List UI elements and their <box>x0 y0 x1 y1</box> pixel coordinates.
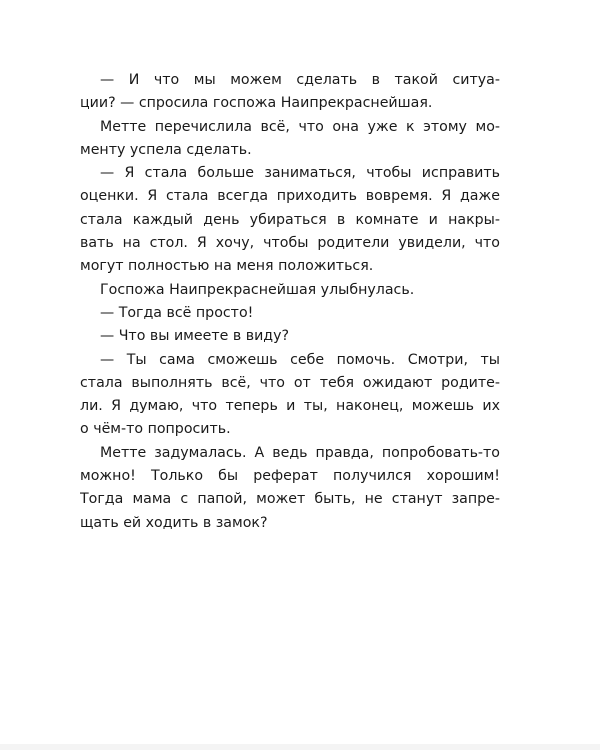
text-line: Тогда мама с папой, может быть, не станут запре- <box>80 491 500 508</box>
text-line: стала выполнять всё, что от тебя ожидают родите- <box>80 374 500 391</box>
text-line: вать на стол. Я хочу, чтобы родители увидели, что <box>80 235 500 252</box>
text-line: менту успела сделать. <box>80 141 252 158</box>
text-line: оценки. Я стала всегда приходить вовремя. Я даже <box>80 188 500 205</box>
text-line: ции? — спросила госпожа Наипрекраснейшая. <box>80 95 433 112</box>
text-line: могут полностью на меня положиться. <box>80 258 374 275</box>
text-line: — Я стала больше заниматься, чтобы исправить <box>100 165 500 182</box>
text-line: — Тогда всё просто! <box>100 304 254 321</box>
text-line: — Что вы имеете в виду? <box>100 328 290 345</box>
body-text <box>80 69 500 535</box>
text-line: Метте задумалась. А ведь правда, попробовать-то <box>100 444 500 461</box>
text-line: щать ей ходить в замок? <box>80 514 268 531</box>
text-line: о чём-то попросить. <box>80 421 231 438</box>
text-line: Госпожа Наипрекраснейшая улыбнулась. <box>100 281 415 298</box>
text-line: — Ты сама сможешь себе помочь. Смотри, ты <box>100 351 500 368</box>
text-line: ли. Я думаю, что теперь и ты, наконец, можешь их <box>80 398 500 415</box>
text-line: — И что мы можем сделать в такой ситуа- <box>100 72 500 88</box>
text-line: стала каждый день убираться в комнате и накры- <box>80 211 500 228</box>
page-bottom-edge <box>0 744 600 750</box>
text-line: Метте перечислила всё, что она уже к этому мо- <box>100 118 500 135</box>
text-line: можно! Только бы реферат получился хорошим! <box>80 468 500 485</box>
